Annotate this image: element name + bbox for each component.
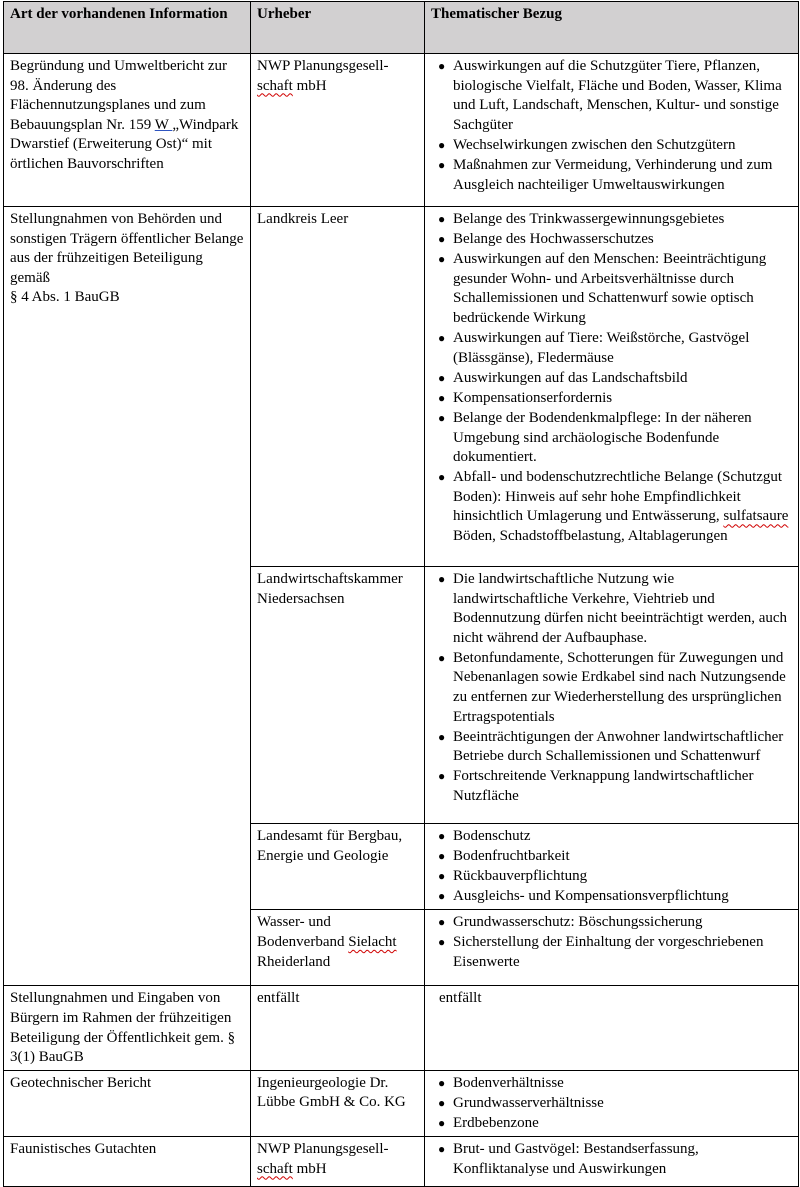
bullet-list (431, 210, 792, 547)
cell-urheber: Landwirtschaftskammer Niedersachsen (251, 567, 425, 824)
cell-bezug (425, 910, 799, 986)
list-item: ● Auswirkungen auf Tiere: Weißstörche, Gastvögel (Blässgänse), Fledermäuse (438, 330, 750, 366)
bullet-icon: ● (438, 137, 446, 152)
cell-bezug (425, 824, 799, 910)
table-row (4, 986, 799, 1070)
bullet-list (431, 570, 792, 807)
table-row (4, 54, 799, 207)
bullet-icon: ● (438, 650, 446, 665)
cell-urheber: Wasser- und Bodenverband Sielacht Rheiderland (251, 910, 425, 986)
bullet-icon: ● (438, 410, 446, 425)
information-table (3, 1, 799, 1187)
list-item: ● Grundwasserverhältnisse (453, 1094, 792, 1114)
bullet-icon: ● (438, 729, 446, 744)
spellcheck-word: sulfatsaure (723, 508, 789, 525)
list-item: ● Sicherstellung der Einhaltung der vorgeschriebenen Eisenwerte (438, 934, 764, 971)
list-item: ● Abfall- und bodenschutzrechtliche Belange (Schutzgut Boden): Hinweis auf sehr hohe Empfindlichkeit hinsichtlich Umlagerung und Entwässerung, sulfatsaure Böden, Schadstoffbelastung, Altablagerungen (438, 469, 789, 544)
cell-bezug: entfällt (425, 986, 799, 1070)
bullet-icon: ● (438, 252, 446, 267)
list-item: ● Grundwasserschutz: Böschungssicherung (453, 913, 792, 933)
bullet-icon: ● (438, 869, 446, 884)
cell-art: Stellungnahmen von Behörden und sonstigen Trägern öffentlicher Belange aus der frühzeitigen Beteiligung gemäß § 4 Abs. 1 BauGB (4, 207, 251, 986)
header-bezug: Thematischer Bezug (425, 2, 799, 54)
cell-art: Begründung und Umweltbericht zur 98. Änderung des Flächennutzungsplanes und zum Bebauungsplan Nr. 159 W „Windpark Dwarstief (Erweiterung Ost)“ mit örtlichen Bauvorschriften (4, 54, 251, 207)
list-item: ● Kompensationserfordernis (453, 389, 792, 409)
bullet-list (431, 1074, 792, 1134)
bullet-list (431, 827, 792, 907)
bullet-icon: ● (438, 889, 446, 904)
cell-bezug (425, 567, 799, 824)
table-row (4, 207, 799, 567)
cell-urheber: Landesamt für Bergbau, Energie und Geologie (251, 824, 425, 910)
link-text[interactable]: W (154, 116, 173, 133)
cell-bezug (425, 1137, 799, 1187)
list-item: ● Betonfundamente, Schotterungen für Zuwegungen und Nebenanlagen sowie Erdkabel sind nach Nutzungsende zu entfernen zur Wiederherstellung des ursprünglichen Ertragspotentials (438, 649, 786, 725)
bullet-icon: ● (438, 470, 446, 485)
list-item: ● Belange des Trinkwassergewinnungsgebietes (453, 210, 792, 230)
cell-urheber: NWP Planungsgesell- schaft mbH (251, 54, 425, 207)
list-item: ● Wechselwirkungen zwischen den Schutzgütern (453, 136, 792, 156)
cell-urheber: NWP Planungsgesell- schaft mbH (251, 1137, 425, 1187)
list-item: ● Brut- und Gastvögel: Bestandserfassung, Konfliktanalyse und Auswirkungen (438, 1141, 699, 1177)
bullet-list (431, 1140, 792, 1179)
bullet-icon: ● (438, 232, 446, 247)
bullet-icon: ● (438, 212, 446, 226)
list-item: ● Bodenfruchtbarkeit (453, 847, 792, 867)
list-item: ● Erdbebenzone (453, 1114, 792, 1134)
list-item: ● Belange des Hochwasserschutzes (453, 230, 792, 250)
cell-urheber: entfällt (251, 986, 425, 1070)
bullet-icon: ● (438, 1115, 446, 1130)
list-item: ● Auswirkungen auf die Schutzgüter Tiere, Pflanzen, biologische Vielfalt, Fläche und Boden, Wasser, Klima und Luft, Landschaft, Menschen, Kultur- und sonstige Sachgüter (438, 58, 782, 133)
spellcheck-word: schaft (257, 1160, 293, 1177)
bullet-icon: ● (438, 849, 446, 864)
bullet-icon: ● (438, 157, 446, 172)
spellcheck-word: Sielacht (348, 933, 397, 950)
list-item: ● Fortschreitende Verknappung landwirtschaftlicher Nutzfläche (438, 768, 754, 805)
cell-art: Stellungnahmen und Eingaben von Bürgern im Rahmen der frühzeitigen Beteiligung der Öffentlichkeit gem. § 3(1) BauGB (4, 986, 251, 1070)
cell-urheber: Ingenieurgeologie Dr. Lübbe GmbH & Co. KG (251, 1070, 425, 1136)
bullet-list (431, 57, 792, 195)
bullet-icon: ● (438, 915, 446, 930)
bullet-icon: ● (438, 370, 446, 385)
bullet-icon: ● (438, 390, 446, 405)
bullet-icon: ● (438, 1095, 446, 1110)
cell-art: Faunistisches Gutachten (4, 1137, 251, 1187)
cell-bezug (425, 54, 799, 207)
cell-urheber: Landkreis Leer (251, 207, 425, 567)
cell-art: Geotechnischer Bericht (4, 1070, 251, 1136)
list-item: ● Maßnahmen zur Vermeidung, Verhinderung und zum Ausgleich nachteiliger Umweltauswirkungen (438, 156, 773, 193)
list-item: ● Belange der Bodendenkmalpflege: In der näheren Umgebung sind archäologische Bodenfunde dokumentiert. (438, 409, 752, 466)
list-item: ● Die landwirtschaftliche Nutzung wie landwirtschaftliche Verkehre, Viehtrieb und Bodennutzung dürfen nicht beeinträchtigt werden, auch nicht während der Aufbauphase. (438, 571, 788, 646)
list-item: ● Ausgleichs- und Kompensationsverpflichtung (453, 887, 792, 907)
bullet-list (431, 913, 792, 972)
bullet-icon: ● (438, 769, 446, 784)
bullet-icon: ● (438, 1142, 446, 1157)
cell-bezug (425, 1070, 799, 1136)
table-header-row (4, 2, 799, 54)
bullet-icon: ● (438, 935, 446, 950)
cell-bezug (425, 207, 799, 567)
list-item: ● Rückbauverpflichtung (453, 867, 792, 887)
bullet-icon: ● (438, 331, 446, 346)
bullet-icon: ● (438, 572, 446, 586)
header-art: Art der vorhandenen Information (4, 2, 251, 54)
list-item: ● Beeinträchtigungen der Anwohner landwirtschaftlicher Betriebe durch Schallemissionen und Schattenwurf (438, 728, 784, 765)
list-item: ● Bodenverhältnisse (453, 1074, 792, 1094)
list-item: ● Auswirkungen auf den Menschen: Beeinträchtigung gesunder Wohn- und Arbeitsverhältnisse durch Schallemissionen und Schattenwurf sowie optisch bedrückende Wirkung (438, 251, 767, 326)
list-item: ● Auswirkungen auf das Landschaftsbild (453, 369, 792, 389)
bullet-icon: ● (438, 829, 446, 843)
header-urheber: Urheber (251, 2, 425, 54)
list-item: ● Bodenschutz (453, 827, 792, 847)
table-row (4, 1070, 799, 1136)
spellcheck-word: schaft (257, 77, 293, 94)
bullet-icon: ● (438, 59, 446, 73)
bullet-icon: ● (438, 1075, 446, 1090)
table-row (4, 1137, 799, 1187)
